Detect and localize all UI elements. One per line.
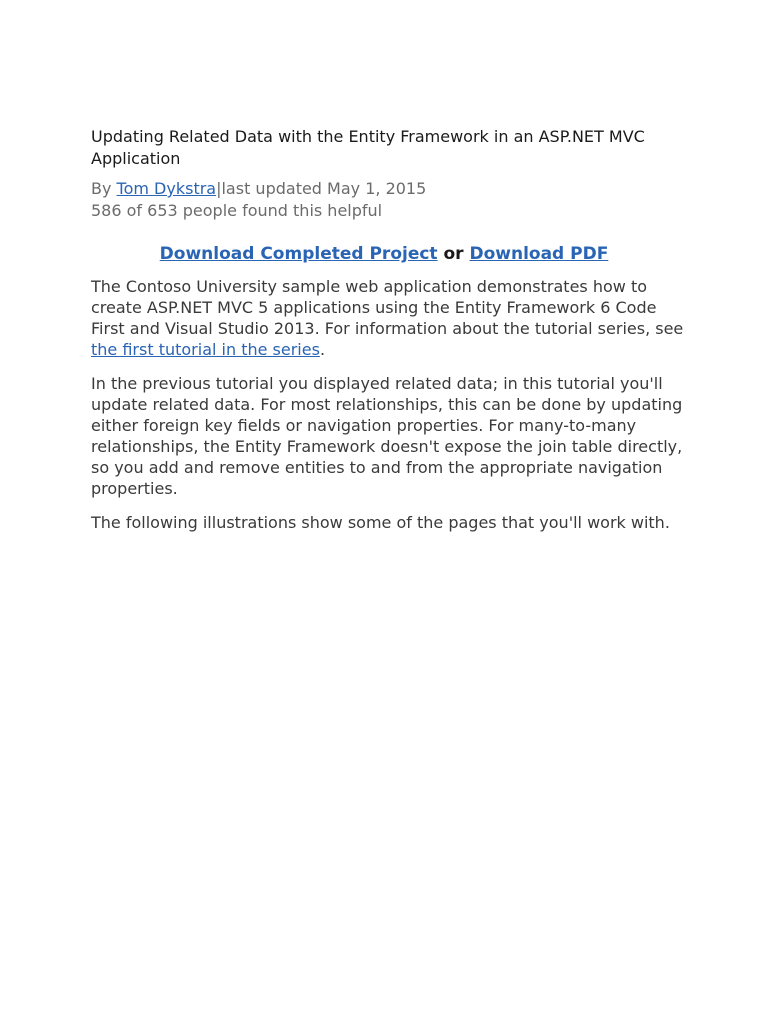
first-tutorial-link[interactable]: the first tutorial in the series bbox=[91, 340, 320, 359]
last-updated: |last updated May 1, 2015 bbox=[216, 179, 427, 198]
page-title: Updating Related Data with the Entity Framework in an ASP.NET MVC Application bbox=[91, 127, 645, 168]
download-separator: or bbox=[437, 244, 470, 264]
intro-paragraph bbox=[91, 276, 687, 360]
download-pdf-link[interactable]: Download PDF bbox=[469, 244, 609, 264]
byline bbox=[91, 178, 691, 200]
author-link[interactable]: Tom Dykstra bbox=[116, 179, 217, 198]
article bbox=[91, 126, 691, 533]
illustrations-paragraph: The following illustrations show some of the pages that you'll work with. bbox=[91, 513, 670, 532]
intro-end: . bbox=[319, 340, 326, 359]
related-data-paragraph: In the previous tutorial you displayed related data; in this tutorial you'll update related data. For most relationships, this can be done by updating either foreign key fields or navigation properties. For many-to-many relationships, the Entity Framework doesn't expose the join table directly, so you add and remove entities to and from the appropriate navigation properties. bbox=[91, 374, 683, 498]
byline-prefix: By bbox=[91, 179, 117, 198]
download-links bbox=[91, 242, 677, 266]
article-meta bbox=[91, 178, 691, 222]
download-project-link[interactable]: Download Completed Project bbox=[159, 244, 438, 264]
helpful-count: 586 of 653 people found this helpful bbox=[91, 201, 383, 220]
intro-text: The Contoso University sample web application demonstrates how to create ASP.NET MVC 5 applications using the Entity Framework 6 Code First and Visual Studio 2013. For information about the tutorial series, see bbox=[91, 277, 684, 338]
